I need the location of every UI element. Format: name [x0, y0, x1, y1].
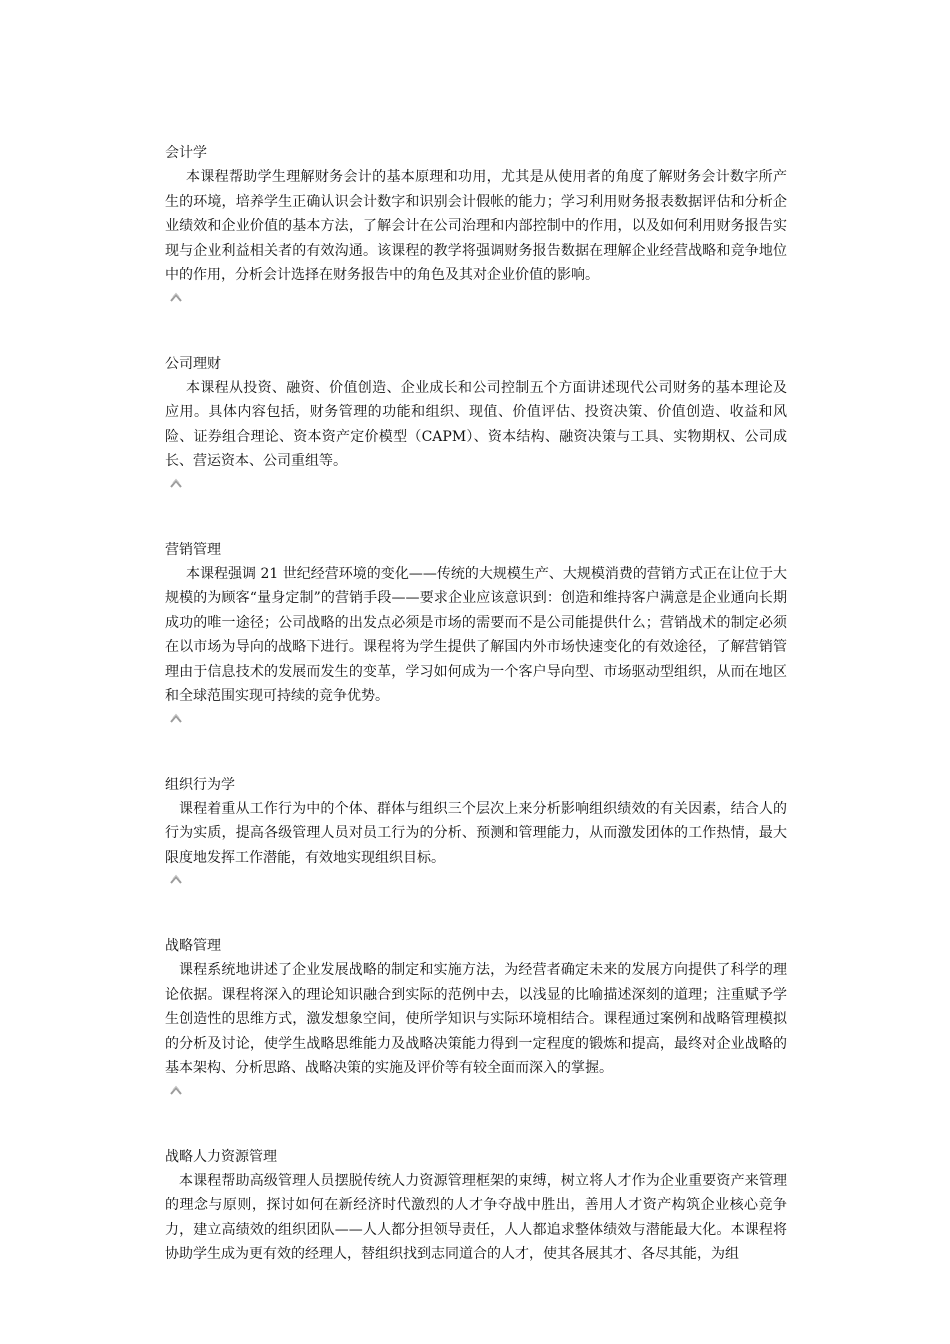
back-to-top-icon[interactable]: [169, 1084, 183, 1098]
course-description: 课程着重从工作行为中的个体、群体与组织三个层次上来分析影响组织绩效的有关因素，结合人的行为实质，提高各级管理人员对员工行为的分析、预测和管理能力，从而激发团体的工作热情，最大限度地发挥工作潜能，有效地实现组织目标。: [165, 800, 787, 866]
course-section-strategic-hr: [165, 1145, 787, 1267]
course-title: 战略管理: [165, 938, 221, 954]
course-section-marketing: [165, 538, 787, 726]
course-description: 本课程帮助高级管理人员摆脱传统人力资源管理框架的束缚，树立将人才作为企业重要资产来管理的理念与原则，探讨如何在新经济时代激烈的人才争夺战中胜出，善用人才资产构筑企业核心竞争力，建立高绩效的组织团队——人人都分担领导责任，人人都追求整体绩效与潜能最大化。本课程将协助学生成为更有效的经理人，替组织找到志同道合的人才，使其各展其才、各尽其能，为组: [165, 1172, 787, 1262]
course-description: 本课程强调 21 世纪经营环境的变化——传统的大规模生产、大规模消费的营销方式正在让位于大规模的为顾客“量身定制”的营销手段——要求企业应该意识到：创造和维持客户满意是企业通向长期成功的唯一途径；公司战略的出发点必须是市场的需要而不是公司能提供什么；营销战术的制定必须在以市场为导向的战略下进行。课程将为学生提供了解国内外市场快速变化的有效途径，了解营销管理由于信息技术的发展而发生的变革，学习如何成为一个客户导向型、市场驱动型组织，从而在地区和全球范围实现可持续的竞争优势。: [165, 565, 787, 704]
course-title: 公司理财: [165, 355, 221, 372]
course-description: 本课程帮助学生理解财务会计的基本原理和功用，尤其是从使用者的角度了解财务会计数字所产生的环境，培养学生正确认识会计数字和识别会计假帐的能力；学习利用财务报表数据评估和分析企业绩效和企业价值的基本方法，了解会计在公司治理和内部控制中的作用，以及如何利用财务报告实现与企业利益相关者的有效沟通。该课程的教学将强调财务报告数据在理解企业经营战略和竞争地位中的作用，分析会计选择在财务报告中的角色及其对企业价值的影响。: [165, 169, 787, 283]
back-to-top-icon[interactable]: [169, 291, 183, 305]
back-to-top-icon[interactable]: [169, 477, 183, 491]
course-title: 组织行为学: [165, 776, 235, 793]
course-section-organizational-behavior: [165, 773, 787, 888]
course-title: 战略人力资源管理: [165, 1148, 277, 1165]
course-description: 本课程从投资、融资、价值创造、企业成长和公司控制五个方面讲述现代公司财务的基本理论及应用。具体内容包括，财务管理的功能和组织、现值、价值评估、投资决策、价值创造、收益和风险、证券组合理论、资本资产定价模型（CAPM）、资本结构、融资决策与工具、实物期权、公司成长、营运资本、公司重组等。: [165, 379, 787, 469]
course-section-accounting: [165, 141, 787, 305]
course-description: 课程系统地讲述了企业发展战略的制定和实施方法，为经营者确定未来的发展方向提供了科学的理论依据。课程将深入的理论知识融合到实际的范例中去，以浅显的比喻描述深刻的道理；注重赋予学生创造性的思维方式，激发想象空间，使所学知识与实际环境相结合。课程通过案例和战略管理模拟的分析及讨论，使学生战略思维能力及战略决策能力得到一定程度的锻炼和提高，最终对企业战略的基本架构、分析思路、战略决策的实施及评价等有较全面而深入的掌握。: [165, 962, 787, 1076]
course-title: 营销管理: [165, 541, 221, 558]
document-page: [165, 141, 787, 1267]
course-section-corporate-finance: [165, 352, 787, 491]
course-section-strategic-management: [165, 934, 787, 1098]
back-to-top-icon[interactable]: [169, 873, 183, 887]
back-to-top-icon[interactable]: [169, 712, 183, 726]
course-title: 会计学: [165, 145, 207, 161]
